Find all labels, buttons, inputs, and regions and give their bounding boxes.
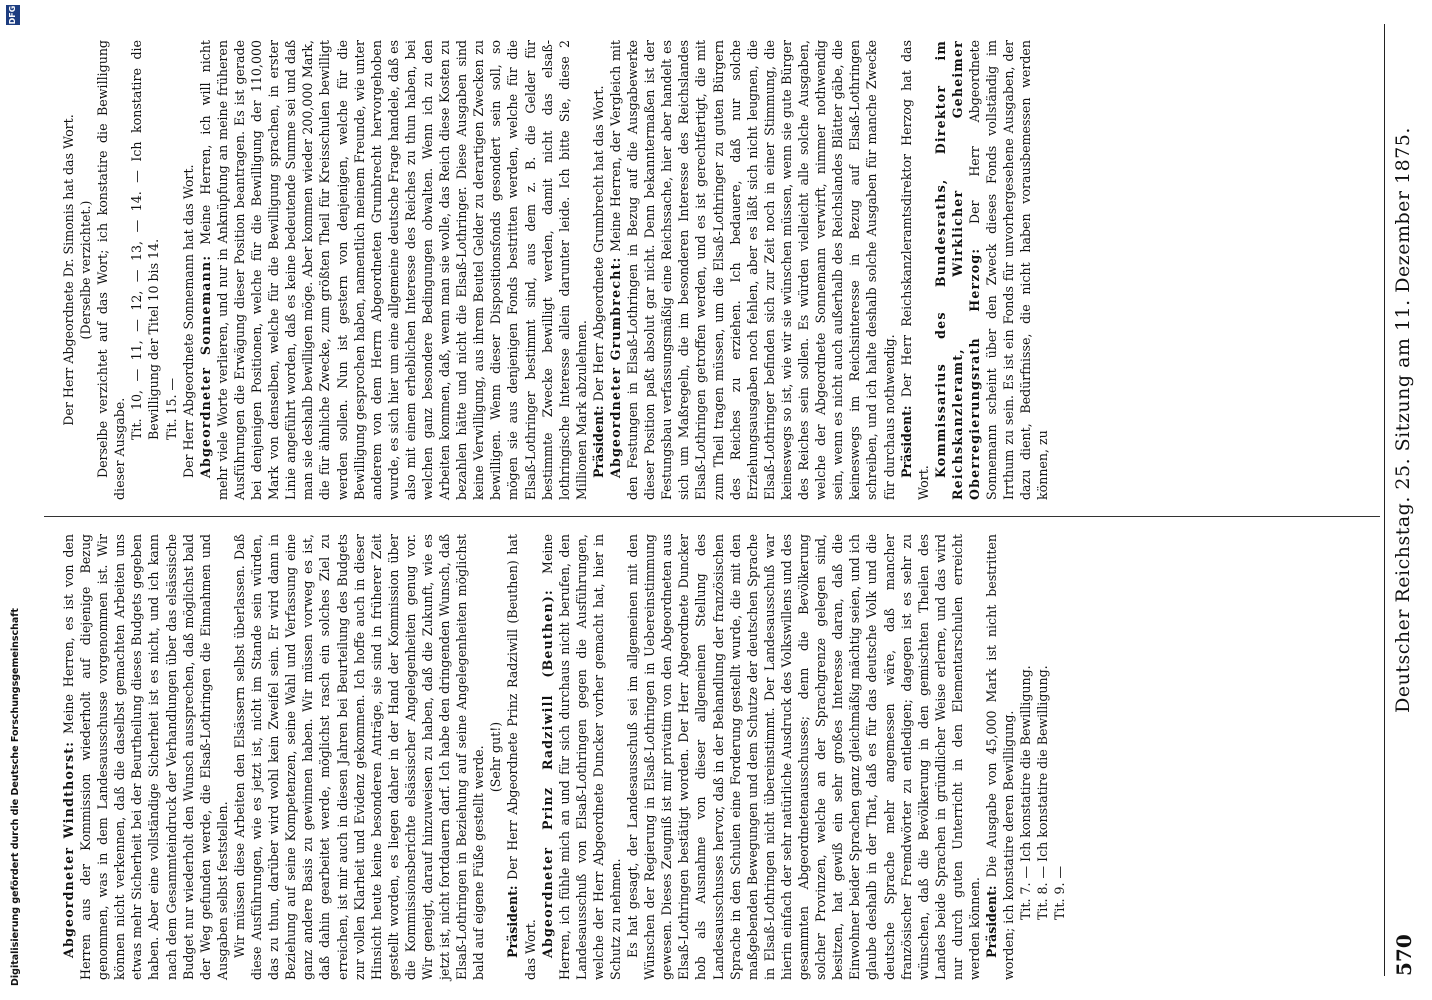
paragraph [180,40,197,500]
right-column [60,40,1374,500]
speaker-name: Kommissarius des Bundesraths, Direktor im Reichskanzleramt, Wirklicher Geheimer Oberregierungsrath Herzog: [932,40,982,500]
title-item: Tit. 7. — Ich konstatire die Bewilligung. [1018,665,1034,920]
header-rule [1384,24,1385,976]
paragraph [94,40,128,500]
paragraph [898,40,932,500]
page-number: 570 [1392,934,1416,976]
paragraph-text: Meine Herren, ich will nicht mehr viele Worte verlieren, und nur in Anknüpfung an meine früheren Ausführungen die Erwägung dieser Position beantragen. Es ist gerade bei denjenigen Positionen, welche für die Bewilligung der 110,000 Mark von denselben, welche für die Bewilligung sprachen, in erster Linie angeführt worden, daß es keine bedeutende Summe sei und daß man sie deshalb bewilligen möge. Aber kommen wieder 200,000 Mark, die für ähnliche Zwecke, zum größten Theil für Kreisschulen bewilligt werden sollen. Nun ist gestern von denjenigen, welche für die Bewilligung gesprochen haben, namentlich meinem Freunde, wie unter anderem von dem Herrn Abgeordneten Grumbrecht hervorgehoben wurde, es sich hier um eine allgemeine deutsche Frage handele, daß es also mit einem erheblichen Interesse des Reiches zu thun haben, bei welchen ganz besondere Bedingungen obwalten. Wenn ich zu den Arbeiten kommen, daß, wenn man sie wolle, das Reich diese Kosten zu bezahlen hätte und nicht die Elsaß-Lothringer. Diese Ausgaben sind keine Verwilligung, aus ihrem Beutel Gelder zu derartigen Zwecken zu bewilligen. Wenn dieser Dispositionsfonds gesondert sein soll, so mögen sie aus denjenigen Fonds bestritten werden, welche für die Elsaß-Lothringer bestimmt sind, aus dem z. B. die Gelder für bestimmte Zwecke bewilligt werden, damit nicht das elsaß-lothringische Interesse allein darunter leide. Ich bitte Sie, diese 2 Millionen Mark abzulehnen. [197,40,589,500]
paragraph-text: Der Herr Abgeordnete Sonnemann scheint über den Zweck dieses Fonds vollständig im Irrthum zu sein. Es ist ein Fonds für unvorhergesehene Ausgaben, der dazu dient, Bedürfnisse, die nicht haben vorausbemessen werden können, zu [966,40,1051,500]
paragraph-text: Der Herr Abgeordnete Grumbrecht hat das Wort. [590,85,606,402]
president-label: Präsident: [898,405,914,478]
president-label: Präsident: [590,405,606,478]
paragraph-text: Meine Herren, ich fühle mich an und für sich durchaus nicht berufen, den Landesausschuß von Elsaß-Lothringen gegen die Ausführungen, welche der Herr Abgeordnete Duncker vorher gemacht hat, hier in Schutz zu nehmen. [539,534,623,980]
paragraph-text: Der Herr Abgeordnete Sonnemann hat das Wort. [180,164,196,478]
paragraph [197,40,590,500]
centered-line: (Derselbe verzichtet.) [78,200,94,340]
running-title: Deutscher Reichstag. 25. Sitzung am 11. Dezember 1875. [1392,127,1414,713]
footer-credit: Digitalisierung gefördert durch die Deutsche Forschungsgemeinschaft [10,608,21,986]
paragraph-text: Der Herr Reichskanzleramtsdirektor Herzog hat das Wort. [898,40,931,500]
paragraph [504,534,538,980]
paragraph [983,534,1017,980]
speaker-name: Abgeordneter Prinz Radziwill (Beuthen): [539,589,555,958]
title-item: Tit. 15. — [163,377,179,440]
president-label: Präsident: [984,885,1000,958]
dfg-logo: DFG [6,5,20,25]
paragraph-text: Meine Herren, es ist von den Herren aus der Kommission wiederholt auf diejenige Bezug genommen, was in dem Landesausschusse vorgenommen ist. Wir können nicht verkennen, daß die daselbst gemachten Arbeiten uns etwas mehr Sicherheit bei der Beurtheilung dieses Budgets gegeben haben. Aber eine vollständige Sicherheit ist es nicht, und ich kann nach dem Gesammteindruck der Verhandlungen über das elsässische Budget nur wiederholt den Wunsch aussprechen, daß möglichst bald der Weg gefunden werde, die Elsaß-Lothringen die Einnahmen und Ausgaben selbst feststellen. [61,534,230,980]
speaker-name: Abgeordneter Grumbrecht: [608,256,623,478]
left-column [60,534,1374,980]
paragraph [231,534,487,980]
paragraph [539,534,624,980]
paragraph-text: Der Herr Abgeordnete Prinz Radziwill (Beuthen) hat das Wort. [505,534,538,980]
speaker-name: Abgeordneter Windthorst: [61,740,76,958]
column-divider [44,516,1380,517]
speaker-name: Abgeordneter Sonnemann: [197,254,213,478]
paragraph-text: Die Ausgabe von 45,000 Mark ist nicht bestritten worden; ich konstatire deren Bewilligung. [984,534,1017,980]
paragraph [590,40,607,500]
centered-line: Der Herr Abgeordnete Dr. Simonis hat das Wort. [61,114,76,426]
title-item: Tit. 8. — Ich konstatire die Bewilligung. [1035,665,1051,920]
paragraph-text: Derselbe verzichtet auf das Wort; ich konstatire die Bewilligung dieser Ausgabe. [95,40,128,500]
paragraph [60,534,231,980]
paragraph [624,534,983,980]
president-label: Präsident: [505,885,521,958]
paragraph [932,40,1052,500]
centered-line: (Sehr gut!) [488,721,504,793]
paragraph [607,40,898,500]
paragraph-text: Es hat gesagt, der Landesausschuß sei im allgemeinen mit den Wünschen der Regierung in Elsaß-Lothringen in Uebereinstimmung gewesen. Dieses Zeugniß ist mir privatim von den Abgeordneten aus Elsaß-Lothringen bestätigt worden. Der Herr Abgeordnete Duncker hob als Ausnahme von dieser allgemeinen Stellung des Landesausschusses hervor, daß in der Behandlung der französischen Sprache in den Schulen eine Forderung gestellt wurde, die mit den maßgebenden Bewegungen und dem Schutze der deutschen Sprache in Elsaß-Lothringen nicht übereinstimmt. Der Landesausschuß war hierin einfach der sehr natürliche Ausdruck des Volkswillens und des gesammten Abgeordnetenausschusses; denn die Bevölkerung solcher Provinzen, welche an der Sprachgrenze gelegen sind, besitzen, hat gewiß ein sehr großes Interesse daran, daß die Einwohner beider Sprachen ganz gleichmäßig mächtig seien, und ich glaube deshalb in der That, daß es für das deutsche Volk und die deutsche Sprache mehr angemessen wäre, daß mancher französischer Fremdwörter zu entledigen; dagegen ist es sehr zu wünschen, daß die Bevölkerung in den gemischten Theilen des Landes beide Sprachen in gründlicher Weise erlerne, und das wird nur durch guten Unterricht in den Elementarschulen erreicht werden können. [625,534,982,980]
title-item: Tit. 10, — 11, — 12, — 13, — 14. — Ich konstatire die Bewilligung der Titel 10 bis 14. [129,40,162,440]
paragraph-text: Wir müssen diese Arbeiten den Elsässern selbst überlassen. Daß diese Ausführungen, wie es jetzt ist, nicht im Stande sein würden, das zu thun, darüber wird wohl kein Zweifel sein. Er wird dann in Beziehung auf seine Kompetenzen, seine Wahl und Verfassung eine ganz andere Basis zu gewinnen haben. Wir müssen vorweg es ist, daß dahin gearbeitet werde, möglichst rasch ein solches Ziel zu erreichen, ist mir auch in diesen Jahren bei Beurteilung des Budgets zur vollen Klarheit und Evidenz gekommen. Ich hoffe auch in dieser Hinsicht heute keine besonderen Anträge, sie sind in früherer Zeit gestellt worden, es liegen daher in der Hand der Kommission über die Kommissionsberichte elsässischer Angelegenheiten genug vor. Wir geneigt, darauf hinzuweisen zu haben, daß die Zukunft, wie es jetzt ist, nicht fortdauern darf. Ich habe den dringenden Wunsch, daß Elsaß-Lothringen in Beziehung auf seine Angelegenheiten möglichst bald auf eigene Füße gestellt werde. [231,534,487,980]
title-item: Tit. 9. — [1052,865,1068,920]
paragraph-text: Meine Herren, der Vergleich mit den Festungen in Elsaß-Lothringen in Bezug auf die Ausgabewerke dieser Position paßt absolut gar nicht. Denn bekanntermaßen ist der Festungsbau verfassungsmäßig eine Reichssache, hier aber handelt es sich um Maßregeln, die im besonderen Interesse des Reichslandes Elsaß-Lothringen getroffen werden, und es ist gerechtfertigt, die mit zum Theil tragen müssen, um die Elsaß-Lothringer zu guten Bürgern des Reiches zu erziehen. Ich bedauere, daß nur solche Erziehungsausgaben noch fehlen, aber es läßt sich nicht leugnen, die Elsaß-Lothringer befinden sich zur Zeit noch in einer Stimmung, die keineswegs so ist, wie wir sie wünschen müssen, wenn sie gute Bürger des Reiches sein sollen. Es würden vielleicht alle solche Ausgaben, welche der Abgeordnete Sonnemann verwirft, nimmer nothwendig sein, wenn es nicht auch außerhalb des Reichslandes Blätter gäbe, die keineswegs im Reichsinteresse in Bezug auf Elsaß-Lothringen schreiben, und ich halte deshalb solche Ausgaben für manche Zwecke für durchaus nothwendig. [608,40,897,500]
